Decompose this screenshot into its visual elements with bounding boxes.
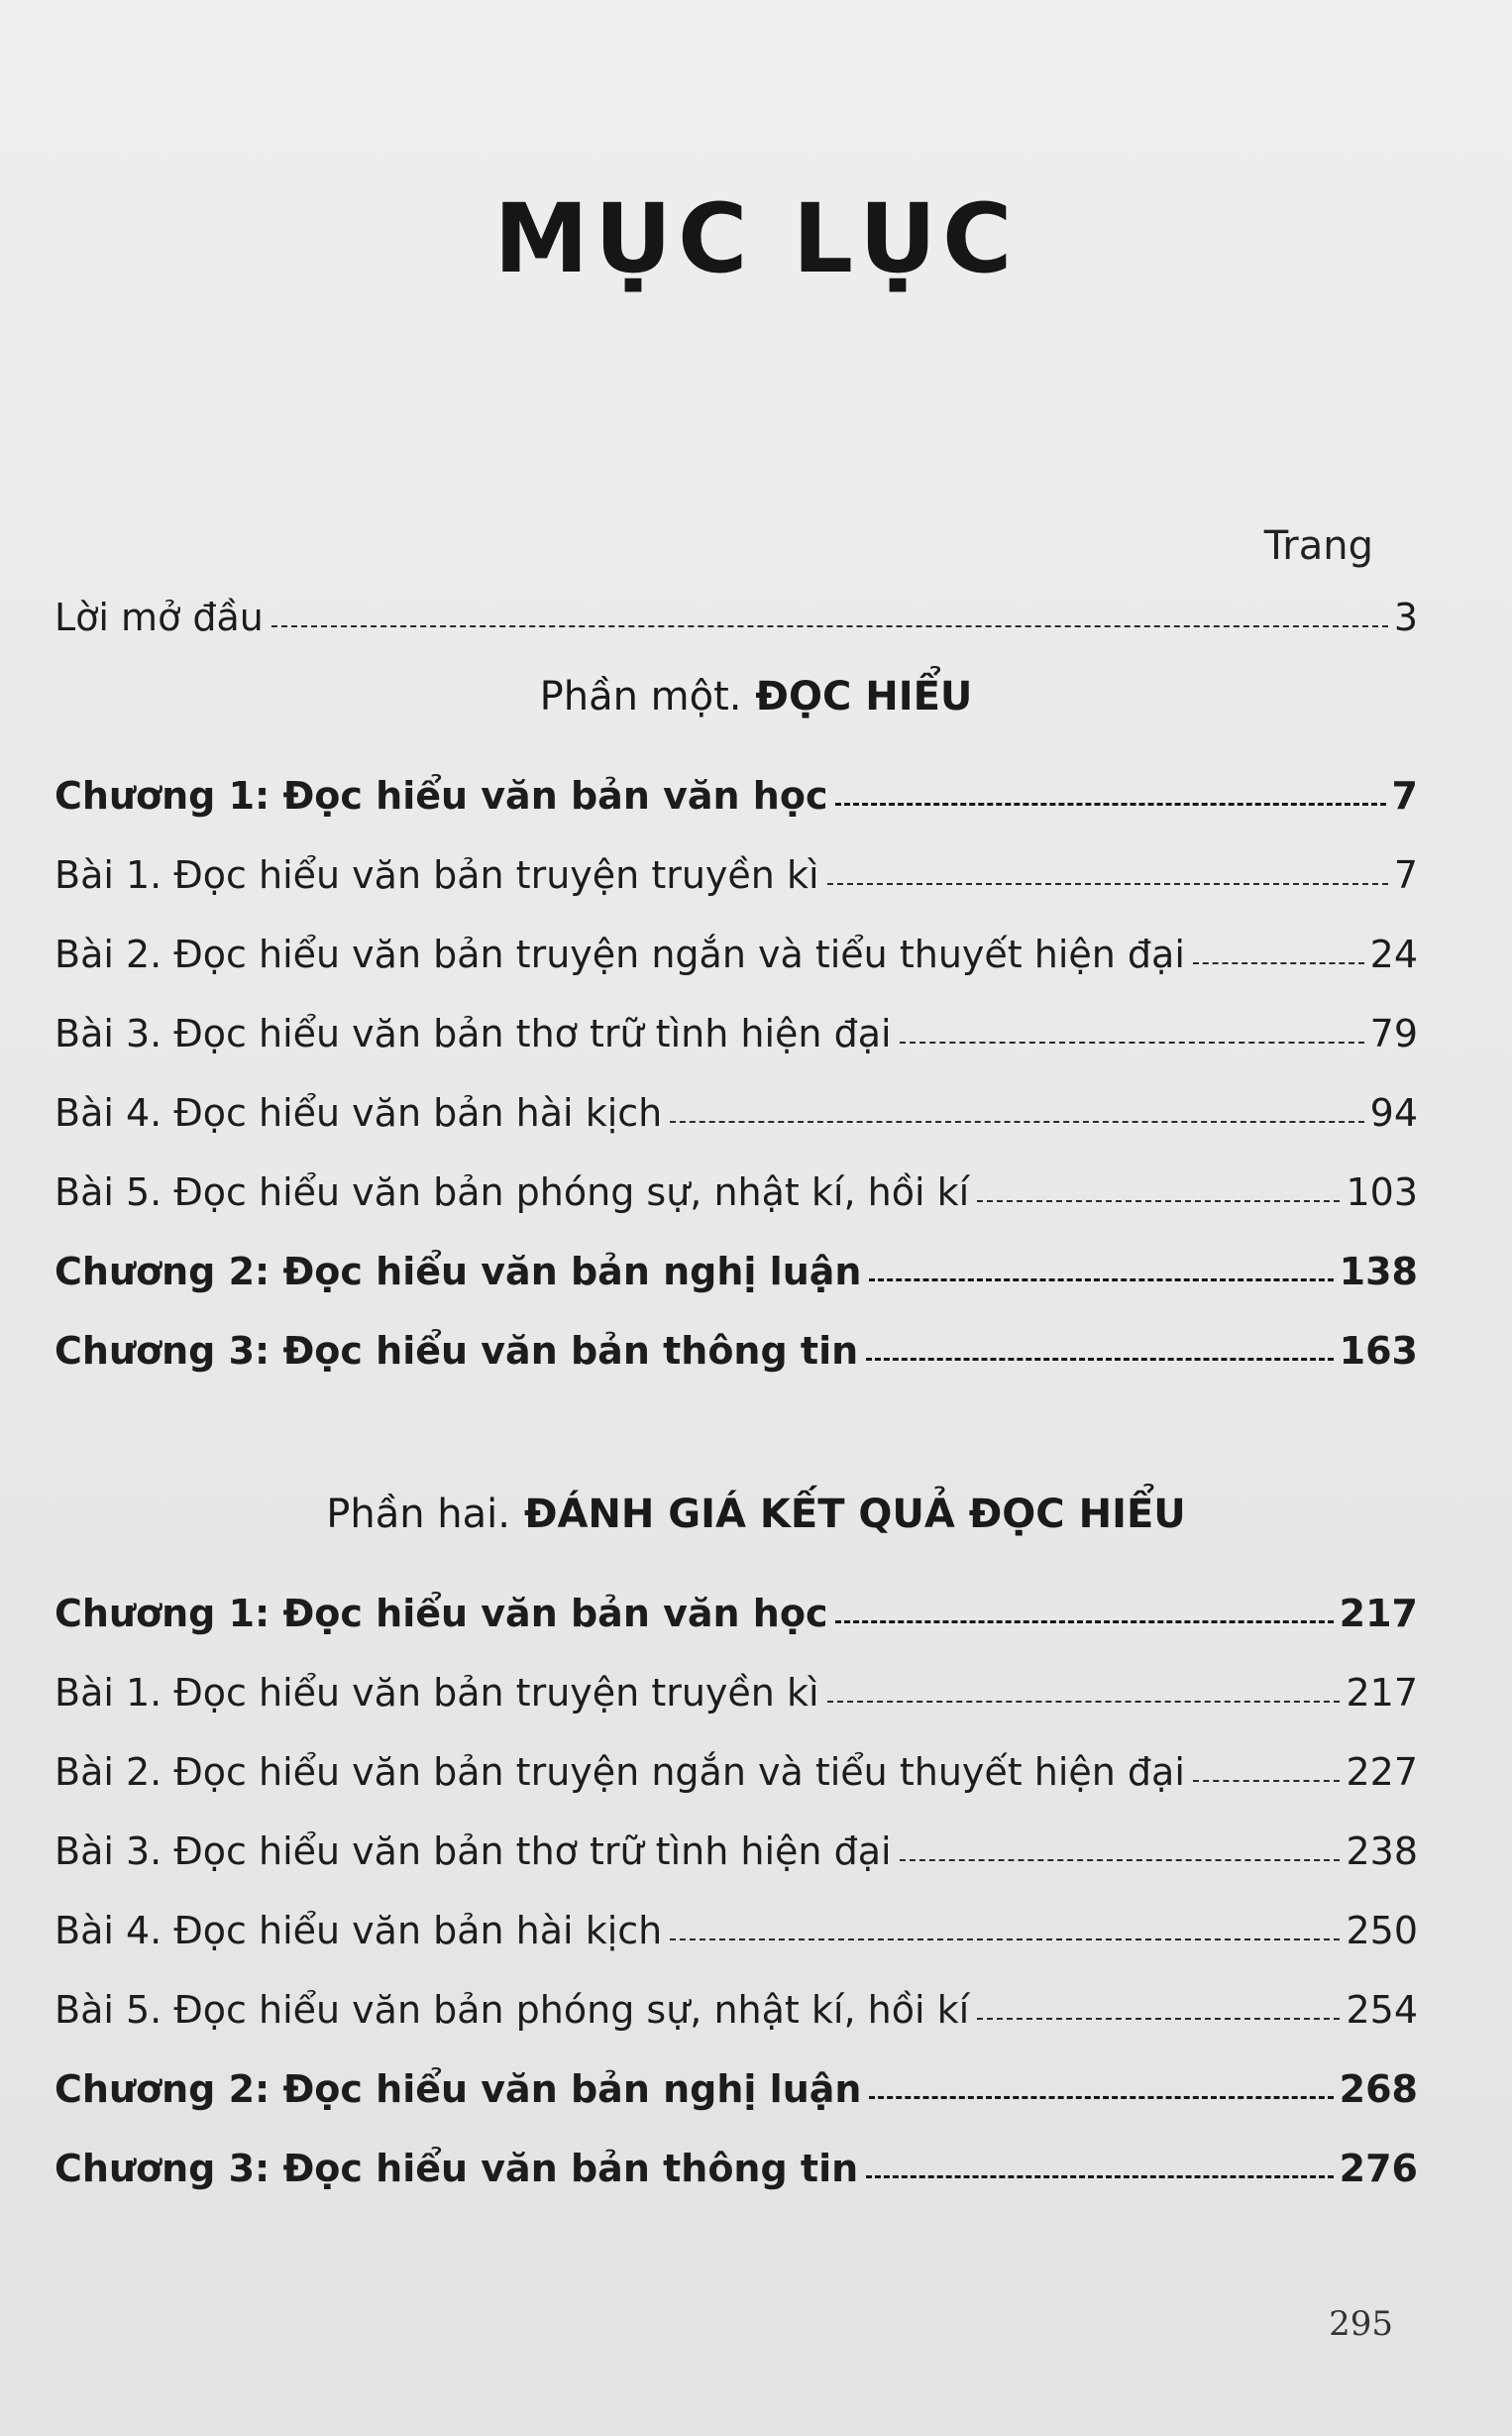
dot-leader — [900, 1859, 1341, 1861]
toc-entry-label: Bài 3. Đọc hiểu văn bản thơ trữ tình hiện đại — [54, 1829, 892, 1873]
toc-entry-lesson — [54, 1655, 1418, 1715]
dot-leader — [670, 1938, 1340, 1940]
toc-entry-label: Bài 2. Đọc hiểu văn bản truyện ngắn và tiểu thuyết hiện đại — [54, 1750, 1185, 1794]
toc-entry-label: Bài 1. Đọc hiểu văn bản truyện truyền kì — [54, 853, 819, 897]
toc-entry-label: Bài 4. Đọc hiểu văn bản hài kịch — [54, 1909, 663, 1952]
dot-leader — [827, 1701, 1341, 1703]
dot-leader — [900, 1042, 1364, 1044]
dot-leader — [866, 2175, 1334, 2178]
toc-entry-page: 7 — [1391, 774, 1418, 818]
page-title: MỤC LỤC — [493, 183, 1019, 294]
toc-entry-page: 79 — [1369, 1012, 1418, 1055]
page-number: 295 — [1329, 2304, 1393, 2344]
toc-entry-page: 238 — [1346, 1829, 1418, 1873]
toc-entry-chapter — [54, 1313, 1418, 1373]
dot-leader — [271, 625, 1388, 627]
dot-leader — [835, 1620, 1333, 1623]
toc-entry-label: Bài 4. Đọc hiểu văn bản hài kịch — [54, 1091, 663, 1135]
toc-entry-chapter — [54, 2051, 1418, 2111]
toc-entry-page: 276 — [1339, 2147, 1418, 2190]
toc-entry-page: 94 — [1369, 1091, 1418, 1135]
part-two-name: ĐÁNH GIÁ KẾT QUẢ ĐỌC HIỂU — [523, 1492, 1186, 1537]
toc-entry-lesson — [54, 1155, 1418, 1214]
part-one-name: ĐỌC HIỂU — [755, 674, 973, 720]
toc-entry-label: Chương 2: Đọc hiểu văn bản nghị luận — [54, 2067, 862, 2111]
page-column-header: Trang — [1263, 523, 1373, 569]
toc-entry-lesson — [54, 1814, 1418, 1873]
toc-entry-page: 250 — [1346, 1909, 1418, 1952]
toc-entry-label: Bài 2. Đọc hiểu văn bản truyện ngắn và tiểu thuyết hiện đại — [54, 933, 1185, 976]
toc-entry-lesson — [54, 917, 1418, 976]
dot-leader — [977, 2018, 1340, 2020]
dot-leader — [869, 1278, 1333, 1281]
toc-entry-page: 163 — [1339, 1329, 1418, 1373]
toc-entry-label: Bài 5. Đọc hiểu văn bản phóng sự, nhật kí, hồi kí — [54, 1170, 970, 1214]
toc-entry-lesson — [54, 1893, 1418, 1952]
toc-entry-lesson — [54, 1075, 1418, 1135]
toc-entry-lesson — [54, 837, 1418, 897]
dot-leader — [835, 803, 1385, 806]
toc-entry-label: Chương 2: Đọc hiểu văn bản nghị luận — [54, 1250, 862, 1293]
toc-entry-page: 268 — [1339, 2067, 1418, 2111]
toc-entry-page: 227 — [1346, 1750, 1418, 1794]
part-two-prefix: Phần hai. — [326, 1492, 510, 1537]
dot-leader — [670, 1121, 1363, 1123]
dot-leader — [866, 1358, 1334, 1361]
toc-entry-page: 24 — [1369, 933, 1418, 976]
toc-entry-chapter — [54, 1576, 1418, 1635]
toc-entry-chapter — [54, 2131, 1418, 2190]
toc-entry-label: Bài 1. Đọc hiểu văn bản truyện truyền kì — [54, 1671, 819, 1715]
toc-entry-label: Bài 3. Đọc hiểu văn bản thơ trữ tình hiện đại — [54, 1012, 892, 1055]
dot-leader — [1193, 962, 1364, 964]
toc-entry-label: Chương 1: Đọc hiểu văn bản văn học — [54, 774, 828, 818]
part-two-heading — [0, 1492, 1512, 1537]
toc-entry-page: 217 — [1346, 1671, 1418, 1715]
dot-leader — [869, 2096, 1333, 2099]
part-one-heading — [0, 674, 1512, 720]
toc-entry-lesson — [54, 1972, 1418, 2032]
toc-entry-chapter — [54, 758, 1418, 818]
dot-leader — [827, 883, 1388, 885]
toc-entry-label: Chương 3: Đọc hiểu văn bản thông tin — [54, 1329, 859, 1373]
toc-entry-page: 217 — [1339, 1592, 1418, 1635]
toc-entry-page: 103 — [1346, 1170, 1418, 1214]
toc-entry-chapter — [54, 1234, 1418, 1293]
toc-entry-label: Chương 1: Đọc hiểu văn bản văn học — [54, 1592, 828, 1635]
toc-entry-lesson — [54, 1734, 1418, 1794]
toc-entry-label: Chương 3: Đọc hiểu văn bản thông tin — [54, 2147, 859, 2190]
toc-entry-page: 254 — [1346, 1988, 1418, 2032]
toc-entry-lesson — [54, 996, 1418, 1055]
dot-leader — [1193, 1780, 1341, 1782]
toc-entry-label: Bài 5. Đọc hiểu văn bản phóng sự, nhật kí, hồi kí — [54, 1988, 970, 2032]
toc-entry-page: 3 — [1393, 596, 1418, 639]
toc-entry-label: Lời mở đầu — [54, 596, 264, 639]
toc-entry-page: 138 — [1339, 1250, 1418, 1293]
dot-leader — [977, 1200, 1340, 1202]
toc-entry-intro — [54, 580, 1418, 639]
toc-entry-page: 7 — [1393, 853, 1418, 897]
part-one-prefix: Phần một. — [539, 674, 742, 720]
